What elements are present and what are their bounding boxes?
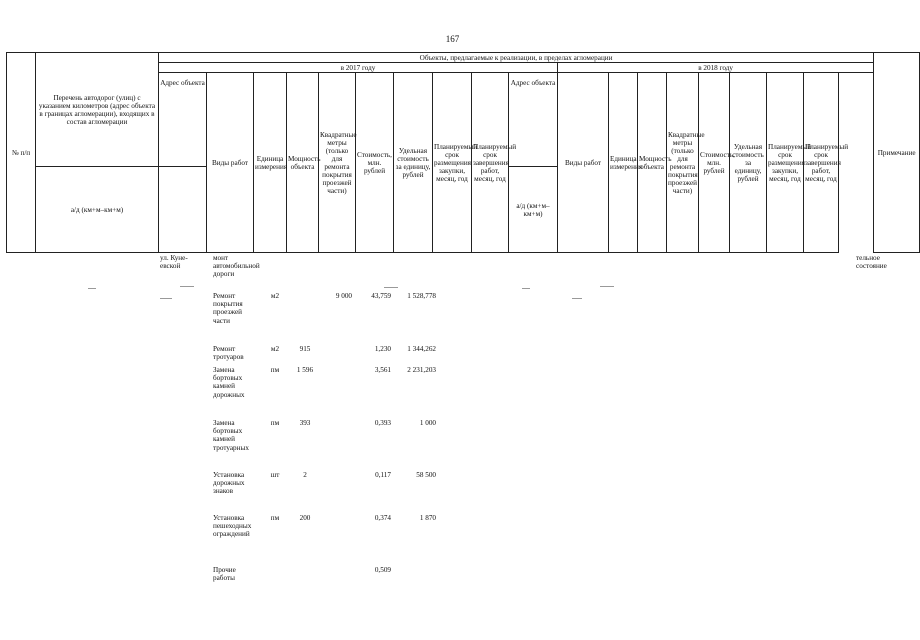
year-2017: в 2017 году: [159, 63, 558, 73]
scan-mark: [522, 288, 530, 289]
row-work: Ремонт покрытия проезжей части: [213, 292, 243, 325]
col-road-list: Перечень автодорог (улиц) с указанием километров (адрес объекта в границах агломерации), входящих в состав агломерации: [36, 53, 159, 167]
row-work: Установка пешеходных ограждений: [213, 514, 252, 539]
col-road-sub-2018: а/д (км+м–км+м): [509, 167, 558, 253]
col-address-2018: Адрес объекта: [509, 73, 558, 167]
col-num: № п/п: [7, 53, 36, 253]
col-unit-cost: Удельная стоимость за единицу, рублей: [394, 73, 433, 253]
row-address: ул. Куне- евской: [160, 254, 188, 271]
col-sq-m-2018: Квадратные метры (только для ремонта покрытия проезжей части): [667, 73, 699, 253]
year-2018: в 2018 году: [558, 63, 874, 73]
col-capacity: Мощность объекта: [287, 73, 319, 253]
row-unit-cost: 58 500: [416, 471, 436, 479]
col-cost: Стоимость, млн. рублей: [356, 73, 394, 253]
page-number: 167: [445, 34, 460, 44]
row-capacity: 915: [299, 345, 311, 353]
col-cost-2018: Стоимость, млн. рублей: [699, 73, 730, 253]
row-unit-cost: 2 231,203: [407, 366, 436, 374]
col-unit-cost-2018: Удельная стоимость за единицу, рублей: [730, 73, 767, 253]
col-road-sub-2017: [159, 167, 207, 253]
row-work: Установка дорожных знаков: [213, 471, 245, 496]
col-note: Примечание: [874, 53, 920, 253]
scan-mark: [88, 288, 96, 289]
row-unit: пм: [270, 419, 280, 427]
row-cost: 1,230: [374, 345, 391, 353]
row-sq-m: 9 000: [335, 292, 352, 300]
row-cost: 0,374: [374, 514, 391, 522]
row-unit-cost: 1 870: [419, 514, 436, 522]
row-unit-cost: 1 528,778: [407, 292, 436, 300]
row-capacity: 200: [299, 514, 311, 522]
row-unit-cost: 1 344,262: [407, 345, 436, 353]
col-unit: Единица измерения: [254, 73, 287, 253]
row-unit: пм: [270, 366, 280, 374]
row-work: Ремонт тротуаров: [213, 345, 244, 362]
col-completion: Планируемый срок завершения работ, месяц, год: [472, 73, 509, 253]
col-unit-2018: Единица измерения: [609, 73, 638, 253]
col-sq-m: Квадратные метры (только для ремонта покрытия проезжей части): [319, 73, 356, 253]
scan-mark: [180, 286, 194, 287]
row-unit: м2: [270, 345, 280, 353]
col-placement-2018: Планируемый срок размещения закупки, месяц, год: [767, 73, 804, 253]
row-cost: 0,393: [374, 419, 391, 427]
row-cost: 3,561: [374, 366, 391, 374]
row-note: тельное состояние: [856, 254, 887, 271]
scan-mark: [160, 298, 172, 299]
row-work-continuation: монт автомобильной дороги: [213, 254, 260, 279]
row-unit-cost: 1 000: [419, 419, 436, 427]
col-placement: Планируемый срок размещения закупки, месяц, год: [433, 73, 472, 253]
scan-mark: [572, 298, 582, 299]
objects-title: Объекты, предлагаемые к реализации, в пределах агломерации: [159, 53, 874, 63]
row-work: Замена бортовых камней тротуарных: [213, 419, 249, 452]
row-work: Замена бортовых камней дорожных: [213, 366, 245, 399]
col-work-types-2018: Виды работ: [558, 73, 609, 253]
col-work-types: Виды работ: [207, 73, 254, 253]
col-address-2017: Адрес объекта: [159, 73, 207, 167]
row-capacity: 1 596: [296, 366, 314, 374]
scan-mark: [384, 287, 398, 288]
row-capacity: 393: [299, 419, 311, 427]
col-road-sub: а/д (км+м–км+м): [36, 167, 159, 253]
row-cost: 0,509: [374, 566, 391, 574]
scan-mark: [600, 286, 614, 287]
row-unit: пм: [270, 514, 280, 522]
row-unit: шт: [270, 471, 280, 479]
row-work: Прочие работы: [213, 566, 236, 583]
row-capacity: 2: [303, 471, 307, 479]
col-capacity-2018: Мощность объекта: [638, 73, 667, 253]
row-cost: 43,759: [371, 292, 391, 300]
col-completion-2018: Планируемый срок завершения работ, месяц, год: [804, 73, 839, 253]
row-cost: 0,117: [375, 471, 391, 479]
row-unit: м2: [270, 292, 280, 300]
table-header: [6, 52, 920, 253]
